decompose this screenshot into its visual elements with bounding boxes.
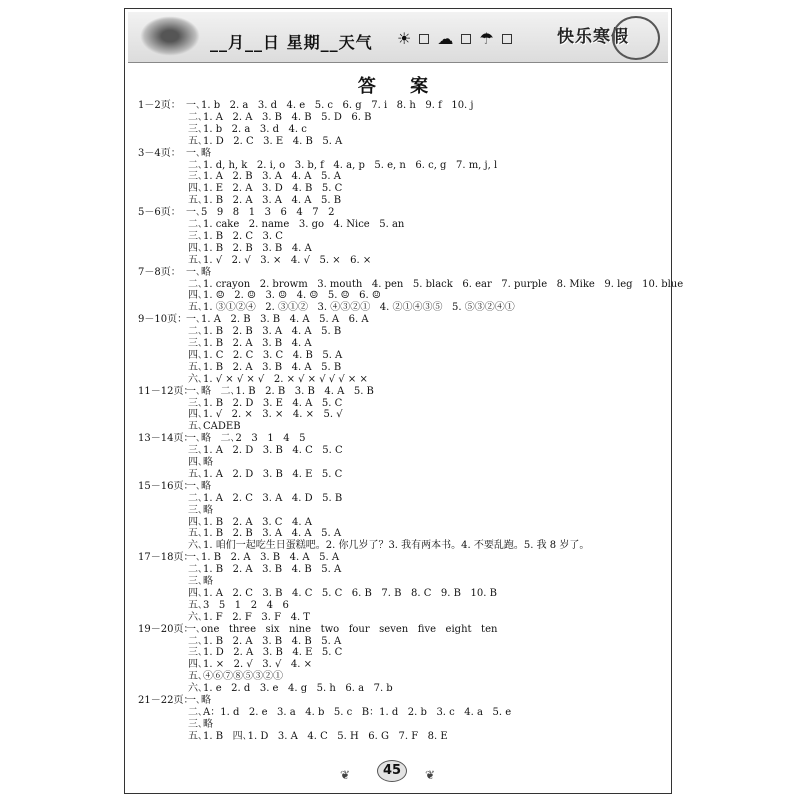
answer-text: 四､1. B 2. A 3. C 4. A	[188, 516, 312, 528]
answer-text: 一､略	[186, 266, 211, 278]
page-range-label: 19－20页：	[138, 623, 194, 635]
answer-text: 三､1. A 2. B 3. A 4. A 5. A	[188, 171, 341, 183]
answer-text: 四､1. C 2. C 3. C 4. B 5. A	[188, 349, 343, 361]
bicycle-wheel-icon	[612, 16, 660, 60]
answer-text: 二､A：1. d 2. e 3. a 4. b 5. c B：1. d 2. b 3. c 4. a 5. e	[188, 706, 512, 718]
answer-text: 二､1. B 2. A 3. B 4. B 5. A	[188, 635, 342, 647]
answer-text: 二､1. B 2. A 3. B 4. B 5. A	[188, 564, 342, 576]
answer-text: 三､略	[188, 718, 213, 730]
answer-text: 三､1. B 2. D 3. E 4. A 5. C	[188, 397, 343, 409]
checkbox-icon	[502, 34, 512, 44]
answer-text: 四､1. ☺ 2. ☺ 3. ☺ 4. ☺ 5. ☺ 6. ☺	[188, 290, 381, 302]
answer-text: 三､1. B 2. C 3. C	[188, 230, 283, 242]
page-range-label: 3－4页：	[138, 147, 181, 159]
answer-text: 一､略 二､1. B 2. B 3. B 4. A 5. B	[186, 385, 374, 397]
date-weather-line: __月__日 星期__天气	[210, 33, 373, 52]
answer-text: 四､1. × 2. √ 3. √ 4. ×	[188, 659, 312, 671]
cloud-icon: ☁	[437, 29, 454, 48]
flourish-right-icon: ❦	[425, 768, 436, 782]
answer-text: 五､1. √ 2. √ 3. × 4. √ 5. × 6. ×	[188, 254, 372, 266]
answer-text: 二､1. B 2. B 3. A 4. A 5. B	[188, 326, 342, 338]
answer-text: 三､1. B 2. A 3. B 4. A	[188, 338, 312, 349]
answer-text: 五､④⑥⑦⑧⑤③②①	[188, 671, 283, 683]
brand-title: 快乐寒假	[557, 27, 629, 47]
page-title: 答 案	[357, 76, 443, 97]
answer-text: 一､5 9 8 1 3 6 4 7 2	[186, 207, 335, 219]
answer-text: 六､1. √ × √ × √ 2. × √ × √ √ √ × ×	[188, 373, 368, 385]
answer-text: 四､1. E 2. A 3. D 4. B 5. C	[188, 183, 343, 195]
answer-text: 二､1. cake 2. name 3. go 4. Nice 5. an	[188, 219, 405, 230]
answer-text: 一､1. b 2. a 3. d 4. e 5. c 6. g 7. i 8. h 9. f 10. j	[186, 100, 474, 111]
page-range-label: 13－14页：	[138, 433, 194, 445]
page-range-label: 17－18页：	[138, 552, 194, 564]
page-number: 45	[377, 760, 407, 782]
page-range-label: 7－8页：	[138, 266, 181, 278]
answer-text: 三､略	[188, 576, 213, 587]
answer-text: 二､1. crayon 2. browm 3. mouth 4. pen 5. black 6. ear 7. purple 8. Mike 9. leg 10. blue	[188, 278, 684, 290]
page-range-label: 1－2页：	[138, 100, 181, 111]
answer-text: 二､1. d, h, k 2. i, o 3. b, f 4. a, p 5. e, n 6. c, g 7. m, j, l	[188, 159, 498, 171]
rain-icon: ☂	[479, 29, 494, 48]
sun-icon: ☀	[397, 29, 412, 48]
answer-text: 一､one three six nine two four seven five eight ten	[186, 623, 498, 635]
answer-text: 三､1. D 2. A 3. B 4. E 5. C	[188, 647, 343, 659]
answer-text: 三､1. b 2. a 3. d 4. c	[188, 123, 307, 135]
weather-icons	[397, 30, 512, 48]
checkbox-icon	[419, 34, 429, 44]
answer-text: 一､1. A 2. B 3. B 4. A 5. A 6. A	[186, 314, 369, 326]
answer-text: 四､略	[188, 457, 213, 468]
answer-text: 五､CADEB	[188, 421, 241, 433]
answer-text: 六､1. 咱们一起吃生日蛋糕吧。2. 你几岁了？3. 我有两本书。4. 不要乱跑。5. 我 8 岁了。	[188, 540, 590, 552]
flourish-left-icon: ❦	[340, 768, 351, 782]
checkbox-icon	[461, 34, 471, 44]
answer-text: 一､略	[186, 480, 211, 492]
page-range-label: 15－16页：	[138, 480, 194, 492]
answer-text: 二､1. A 2. A 3. B 4. B 5. D 6. B	[188, 111, 372, 123]
answer-text: 五､1. B 2. A 3. A 4. A 5. B	[188, 195, 342, 207]
cartoon-child-icon	[140, 16, 200, 56]
answer-text: 四､1. A 2. C 3. B 4. C 5. C 6. B 7. B 8. C 9. B 10. B	[188, 587, 497, 599]
answer-text: 四､1. B 2. B 3. B 4. A	[188, 242, 312, 254]
answer-text: 一､略	[186, 147, 211, 159]
page-range-label: 11－12页：	[138, 385, 194, 397]
answer-text: 二､1. A 2. C 3. A 4. D 5. B	[188, 492, 343, 504]
answer-text: 一､1. B 2. A 3. B 4. A 5. A	[186, 552, 340, 564]
answer-text: 五､1. B 2. B 3. A 4. A 5. A	[188, 528, 342, 540]
answer-text: 一､略	[186, 695, 211, 706]
answer-text: 三､1. A 2. D 3. B 4. C 5. C	[188, 445, 343, 457]
answer-text: 一､略 二､2 3 1 4 5	[186, 433, 306, 445]
answer-text: 五､1. A 2. D 3. B 4. E 5. C	[188, 468, 343, 480]
answer-text: 五､1. B 2. A 3. B 4. A 5. B	[188, 361, 342, 373]
page-range-label: 21－22页：	[138, 695, 194, 706]
answer-text: 五､1. D 2. C 3. E 4. B 5. A	[188, 135, 343, 147]
answer-text: 五､1. B 四､1. D 3. A 4. C 5. H 6. G 7. F 8. E	[188, 730, 448, 742]
page-range-label: 9－10页：	[138, 314, 188, 326]
page-range-label: 5－6页：	[138, 207, 181, 219]
answer-text: 三､略	[188, 504, 213, 516]
answer-text: 六､1. F 2. F 3. F 4. T	[188, 611, 310, 623]
answer-text: 六､1. e 2. d 3. e 4. g 5. h 6. a 7. b	[188, 683, 393, 695]
answer-text: 四､1. √ 2. × 3. × 4. × 5. √	[188, 409, 343, 421]
answer-text: 五､1. ③①②④ 2. ③①② 3. ④③②① 4. ②①④③⑤ 5. ⑤③②④①	[188, 302, 515, 314]
answer-text: 五､3 5 1 2 4 6	[188, 599, 289, 611]
